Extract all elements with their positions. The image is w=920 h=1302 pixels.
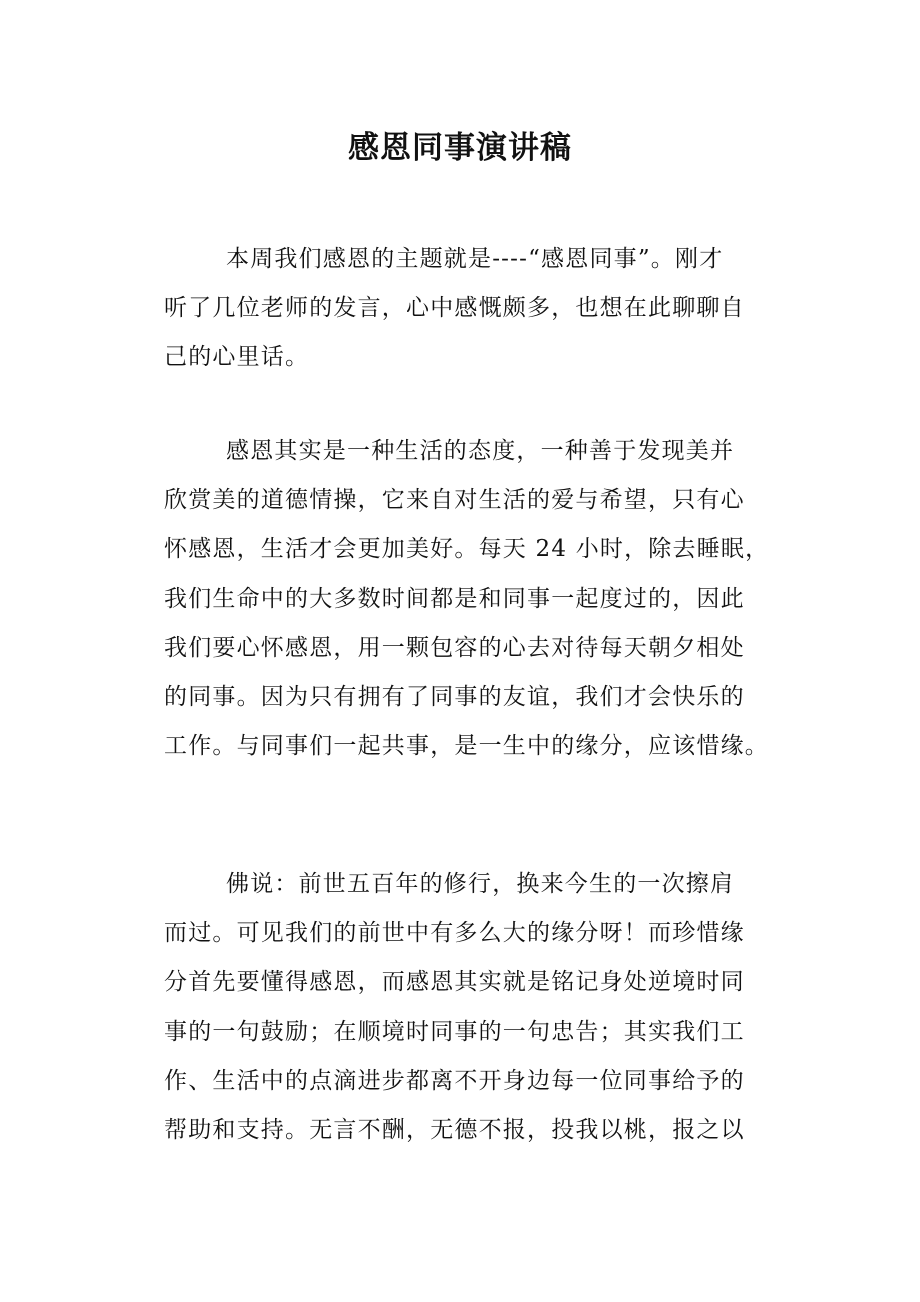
paragraph-line: 作、生活中的点滴进步都离不开身边每一位同事给予的 [164,1067,745,1094]
paragraph-2 [164,427,770,771]
paragraph-line: 事的一句鼓励；在顺境时同事的一句忠告；其实我们工 [164,1018,745,1045]
paragraph-1 [164,235,764,383]
paragraph-line: 帮助和支持。无言不酬，无德不报，投我以桃，报之以 [164,1116,745,1143]
paragraph-line: 我们生命中的大多数时间都是和同事一起度过的，因此 [164,585,745,612]
paragraph-line: 分首先要懂得感恩，而感恩其实就是铭记身处逆境时同 [164,969,745,996]
paragraph-line: 我们要心怀感恩，用一颗包容的心去对待每天朝夕相处 [164,634,745,661]
paragraph-line: 感恩其实是一种生活的态度，一种善于发现美并 [226,438,735,464]
paragraph-line: 怀感恩，生活才会更加美好。每天 24 小时，除去睡眠， [164,536,770,563]
paragraph-line: 而过。可见我们的前世中有多么大的缘分呀！而珍惜缘 [164,920,745,947]
paragraph-line: 本周我们感恩的主题就是----“感恩同事”。刚才 [226,246,724,272]
paragraph-3 [164,860,764,1155]
paragraph-line: 己的心里话。 [164,344,310,371]
paragraph-line: 听了几位老师的发言，心中感慨颇多，也想在此聊聊自 [164,295,745,322]
paragraph-line: 佛说：前世五百年的修行，换来今生的一次擦肩 [226,871,735,897]
paragraph-line: 工作。与同事们一起共事，是一生中的缘分，应该惜缘。 [164,733,769,760]
paragraph-line: 的同事。因为只有拥有了同事的友谊，我们才会快乐的 [164,683,745,710]
document-title: 感恩同事演讲稿 [348,130,572,166]
paragraph-line: 欣赏美的道德情操，它来自对生活的爱与希望，只有心 [164,487,745,514]
